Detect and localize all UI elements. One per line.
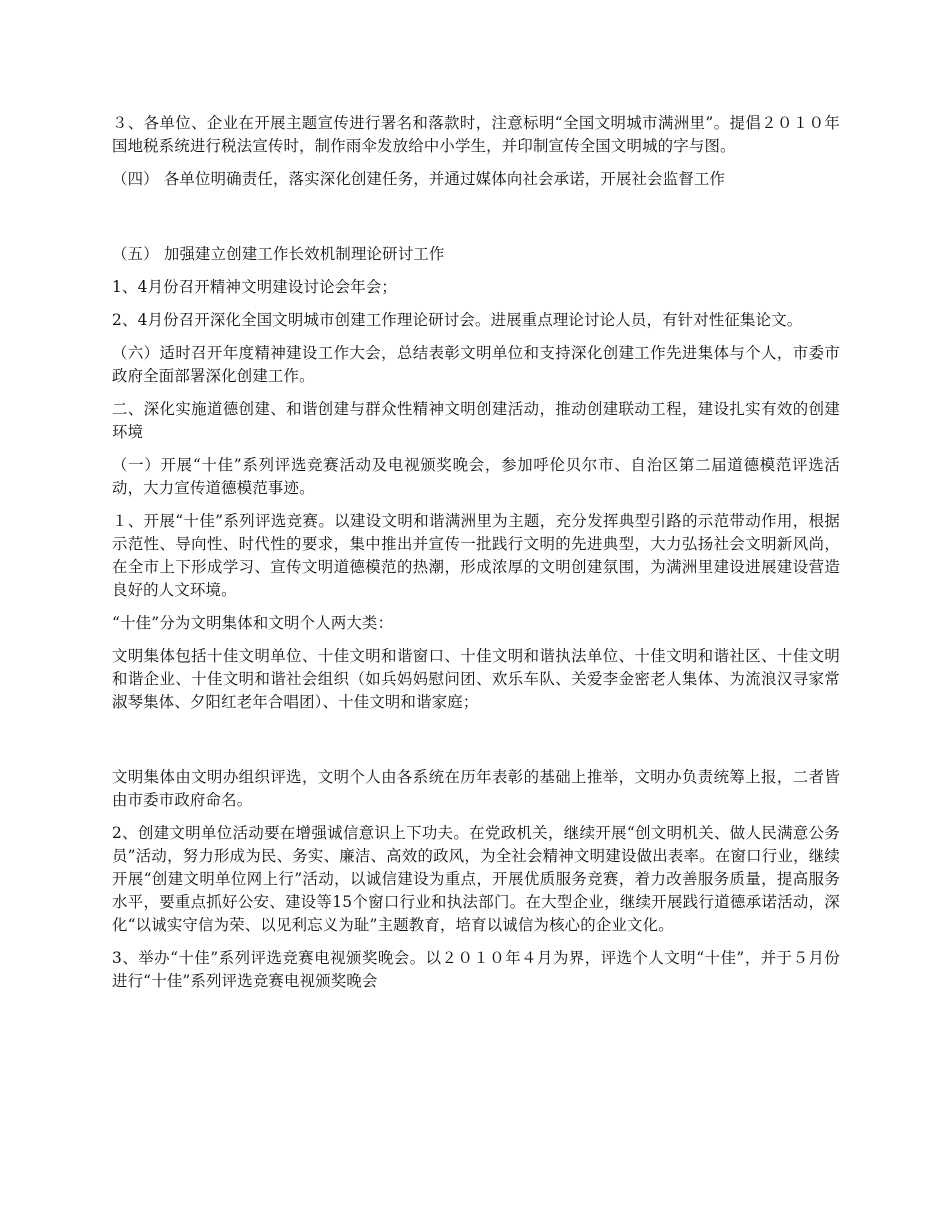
blank-spacer <box>112 201 840 243</box>
paragraph-item-3-publicity: ３、各单位、企业在开展主题宣传进行署名和落款时，注意标明“全国文明城市满洲里”。提倡２０１０年国地税系统进行税法宣传时，制作雨伞发放给中小学生，并印制宣传全国文明城的字与图。 <box>112 114 840 155</box>
paragraph-section-2-1: （一）开展“十佳”系列评选竞赛活动及电视颁奖晚会，参加呼伦贝尔市、自治区第二届道德模范评选活动，大力宣传道德模范事迹。 <box>112 456 840 497</box>
paragraph-part-2-heading: 二、深化实施道德创建、和谐创建与群众性精神文明创建活动，推动创建联动工程，建设扎实有效的创建环境 <box>112 400 840 441</box>
paragraph-item-1-ten-best: １、开展“十佳”系列评选竞赛。以建设文明和谐满洲里为主题，充分发挥典型引路的示范带动作用，根据示范性、导向性、时代性的要求，集中推出并宣传一批践行文明的先进典型，大力弘扬社会文明新风尚，在全市上下形成学习、宣传文明道德模范的热潮，形成浓厚的文明创建氛围，为满洲里建设进展建设营造良好的人文环境。 <box>112 512 840 599</box>
paragraph-item-2-seminar: 2、4月份召开深化全国文明城市创建工作理论研讨会。进展重点理论讨论人员，有针对性征集论文。 <box>112 311 803 329</box>
paragraph-collective-list: 文明集体包括十佳文明单位、十佳文明和谐窗口、十佳文明和谐执法单位、十佳文明和谐社区、十佳文明和谐企业、十佳文明和谐社会组织（如兵妈妈慰问团、欢乐车队、关爱李金密老人集体、为流浪汉寻家常淑琴集体、夕阳红老年合唱团）、十佳文明和谐家庭； <box>112 647 840 711</box>
paragraph-ten-best-categories: “十佳”分为文明集体和文明个人两大类： <box>112 614 394 632</box>
paragraph-item-3-gala: 3、举办“十佳”系列评选竞赛电视颁奖晚会。以２０１０年４月为界，评选个人文明“十佳”，并于５月份进行“十佳”系列评选竞赛电视颁奖晚会 <box>112 949 840 990</box>
paragraph-section-5: （五） 加强建立创建工作长效机制理论研讨工作 <box>112 245 445 263</box>
paragraph-section-4: （四） 各单位明确责任，落实深化创建任务，并通过媒体向社会承诺，开展社会监督工作 <box>112 170 726 188</box>
paragraph-selection-process: 文明集体由文明办组织评选，文明个人由各系统在历年表彰的基础上推举，文明办负责统筹上报，二者皆由市委市政府命名。 <box>112 768 840 809</box>
paragraph-section-6: （六）适时召开年度精神建设工作大会，总结表彰文明单位和支持深化创建工作先进集体与个人，市委市政府全面部署深化创建工作。 <box>112 344 840 385</box>
blank-spacer <box>112 724 840 766</box>
document-page <box>112 112 840 1003</box>
paragraph-item-1-meeting: 1、4月份召开精神文明建设讨论会年会； <box>112 278 398 296</box>
paragraph-item-2-integrity: 2、创建文明单位活动要在增强诚信意识上下功夫。在党政机关，继续开展“创文明机关、做人民满意公务员”活动，努力形成为民、务实、廉洁、高效的政风，为全社会精神文明建设做出表率。在窗口行业，继续开展“创建文明单位网上行”活动，以诚信建设为重点，开展优质服务竞赛，着力改善服务质量，提高服务水平，要重点抓好公安、建设等15个窗口行业和执法部门。在大型企业，继续开展践行道德承诺活动，深化“以诚实守信为荣、以见利忘义为耻”主题教育，培育以诚信为核心的企业文化。 <box>112 824 840 934</box>
